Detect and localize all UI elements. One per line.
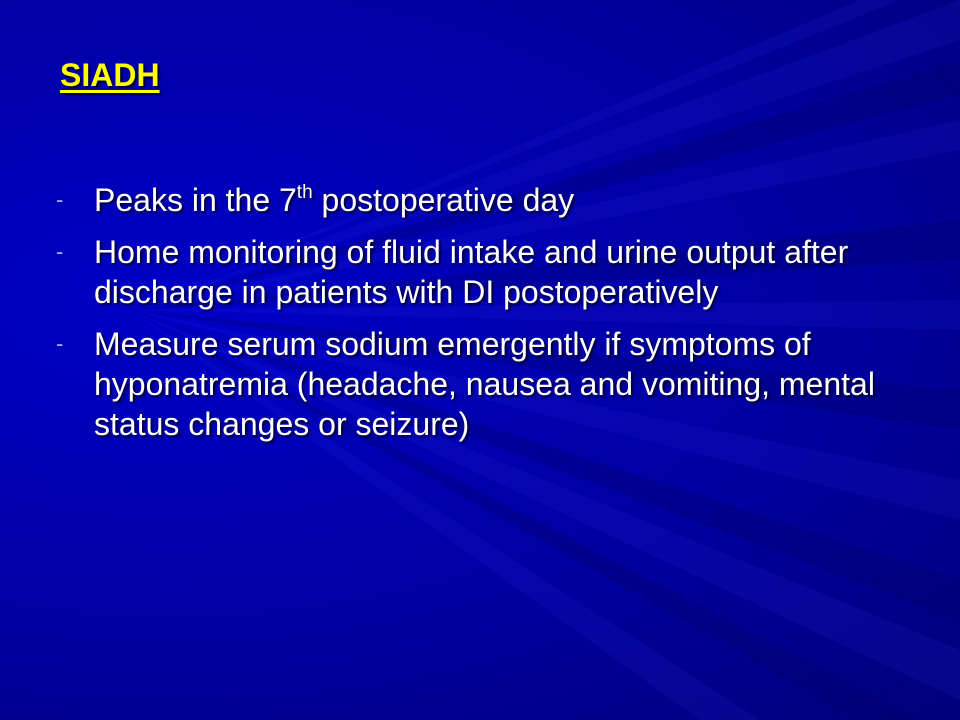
bullet-text: Measure serum sodium emergently if symptoms of hyponatremia (headache, nausea and vomiting, mental status changes or seizure) [94,326,875,442]
bullet-text-pre: Peaks in the 7 [94,182,297,218]
bullet-superscript: th [296,182,313,203]
bullet-text-post: postoperative day [312,182,575,218]
bullet-dash-icon: - [56,187,64,212]
bullet-dash-icon: - [56,239,64,264]
bullet-list [56,180,916,456]
bullet-item [56,180,916,220]
slide-title: SIADH [60,57,160,93]
bullet-item [56,324,916,444]
bullet-dash-icon: - [56,331,64,356]
bullet-item [56,232,916,312]
bullet-text: Home monitoring of fluid intake and urine output after discharge in patients with DI postoperatively [94,234,849,310]
